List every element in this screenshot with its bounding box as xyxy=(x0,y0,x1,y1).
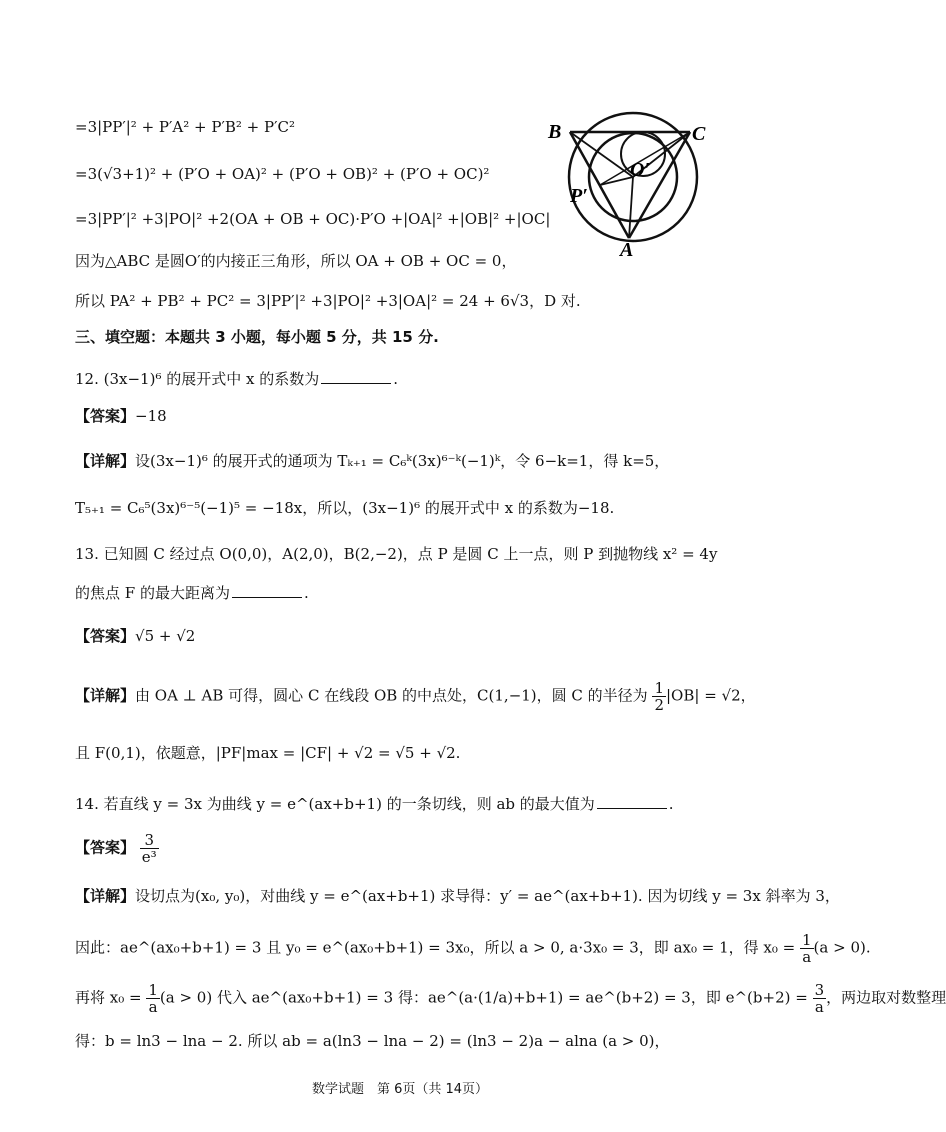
fraction xyxy=(140,832,159,865)
detail-text: 因此：ae^(ax₀+b+1) = 3 且 y₀ = e^(ax₀+b+1) = 3x₀，所以 a > 0, a·3x₀ = 3，即 ax₀ = 1，得 x₀ = xyxy=(75,938,796,957)
answer-label: 【答案】 xyxy=(75,627,136,645)
derivation-line-4: 因为△ABC 是圆O′的内接正三角形，所以 OA + OB + OC = 0， xyxy=(75,252,517,270)
numerator: 3 xyxy=(814,981,825,999)
denominator: a xyxy=(802,948,812,966)
segment-ob xyxy=(570,132,633,177)
numerator: 3 xyxy=(140,832,159,849)
detail-label: 【详解】 xyxy=(75,887,136,905)
detail-13-line-1 xyxy=(75,680,756,713)
fraction xyxy=(652,680,666,713)
geometry-figure xyxy=(540,110,720,264)
question-14 xyxy=(75,793,674,815)
segment-po xyxy=(600,177,633,185)
answer-12 xyxy=(75,405,167,427)
detail-12-line-2: T₅₊₁ = C₆⁵(3x)⁶⁻⁵(−1)⁵ = −18x，所以，(3x−1)⁶ 的展开式中 x 的系数为−18. xyxy=(75,499,615,517)
q13-text: 的焦点 F 的最大距离为 xyxy=(75,584,230,602)
detail-label: 【详解】 xyxy=(75,452,136,470)
fraction xyxy=(800,932,814,965)
numerator: 1 xyxy=(148,981,158,999)
segment-pb xyxy=(570,132,600,185)
label-c: C xyxy=(692,123,706,145)
label-a: A xyxy=(620,239,634,261)
circle-triangle-diagram xyxy=(540,110,720,260)
fraction xyxy=(146,982,160,1015)
derivation-line-5: 所以 PA² + PB² + PC² = 3|PP′|² +3|PO|² +3|OA|² = 24 + 6√3，D 对. xyxy=(75,292,581,310)
q14-text: 14. 若直线 y = 3x 为曲线 y = e^(ax+b+1) 的一条切线，则 ab 的最大值为 xyxy=(75,795,595,813)
answer-value: −18 xyxy=(135,407,167,425)
fraction xyxy=(813,982,827,1015)
question-12 xyxy=(75,368,398,390)
derivation-line-1: =3|PP′|² + P′A² + P′B² + P′C² xyxy=(75,118,296,136)
numerator: 1 xyxy=(654,679,664,697)
detail-14-line-3 xyxy=(75,982,946,1015)
page-footer: 数学试题 第 6页（共 14页） xyxy=(311,1082,489,1097)
detail-14-line-1 xyxy=(75,885,840,907)
answer-blank xyxy=(232,583,302,598)
q14-end: . xyxy=(668,795,674,813)
derivation-line-2: =3(√3+1)² + (P′O + OA)² + (P′O + OB)² + (P′O + OC)² xyxy=(75,165,490,183)
detail-14-line-2 xyxy=(75,932,871,965)
question-13-line-1: 13. 已知圆 C 经过点 O(0,0)，A(2,0)，B(2,−2)，点 P 是圆 C 上一点，则 P 到抛物线 x² = 4y xyxy=(75,545,718,563)
answer-blank xyxy=(321,369,391,384)
q13-end: . xyxy=(303,584,309,602)
detail-text-mid: (a > 0) 代入 ae^(ax₀+b+1) = 3 得：ae^(a·(1/a)+b+1) = ae^(b+2) = 3，即 e^(b+2) = xyxy=(159,988,808,1007)
segment-ca xyxy=(629,132,690,238)
segment-oa xyxy=(629,177,633,238)
answer-label: 【答案】 xyxy=(75,838,136,857)
detail-text: 再将 x₀ = xyxy=(75,988,142,1007)
answer-value: √5 + √2 xyxy=(135,627,196,645)
q12-end: . xyxy=(393,370,399,388)
q12-text: 12. (3x−1)⁶ 的展开式中 x 的系数为 xyxy=(75,370,320,388)
detail-text-tail: |OB| = √2， xyxy=(666,686,756,705)
detail-text-tail: (a > 0). xyxy=(813,938,871,957)
detail-text-tail: ，两边取对数整理 xyxy=(826,988,946,1007)
detail-14-line-4: 得：b = ln3 − lna − 2. 所以 ab = a(ln3 − lna − 2) = (ln3 − 2)a − alna (a > 0)， xyxy=(75,1032,670,1050)
section-heading: 三、填空题：本题共 3 小题，每小题 5 分，共 15 分. xyxy=(75,328,439,346)
detail-text: 由 OA ⊥ AB 可得，圆心 C 在线段 OB 的中点处，C(1,−1)，圆 C 的半径为 xyxy=(135,686,648,705)
denominator: 2 xyxy=(654,696,664,714)
derivation-line-3: =3|PP′|² +3|PO|² +2(OA + OB + OC)·P′O +|OA|² +|OB|² +|OC| xyxy=(75,210,551,228)
detail-label: 【详解】 xyxy=(75,686,136,705)
detail-text: 设(3x−1)⁶ 的展开式的通项为 Tₖ₊₁ = C₆ᵏ(3x)⁶⁻ᵏ(−1)ᵏ，令 6−k=1，得 k=5， xyxy=(135,452,670,470)
answer-blank xyxy=(597,794,667,809)
label-p: P′ xyxy=(570,185,588,207)
denominator: a xyxy=(814,998,824,1016)
detail-13-line-2: 且 F(0,1)，依题意，|PF|max = |CF| + √2 = √5 + √2. xyxy=(75,744,461,762)
detail-12-line-1 xyxy=(75,450,669,472)
denominator: e³ xyxy=(141,848,157,866)
label-b: B xyxy=(548,121,562,143)
detail-text: 设切点为(x₀, y₀)，对曲线 y = e^(ax+b+1) 求导得：y′ = ae^(ax+b+1). 因为切线 y = 3x 斜率为 3， xyxy=(135,887,840,905)
answer-label: 【答案】 xyxy=(75,407,136,425)
answer-14 xyxy=(75,832,159,865)
label-o: O′ xyxy=(630,159,651,181)
numerator: 1 xyxy=(802,931,812,949)
question-13-line-2 xyxy=(75,582,309,604)
answer-13 xyxy=(75,625,195,647)
denominator: a xyxy=(148,998,158,1016)
